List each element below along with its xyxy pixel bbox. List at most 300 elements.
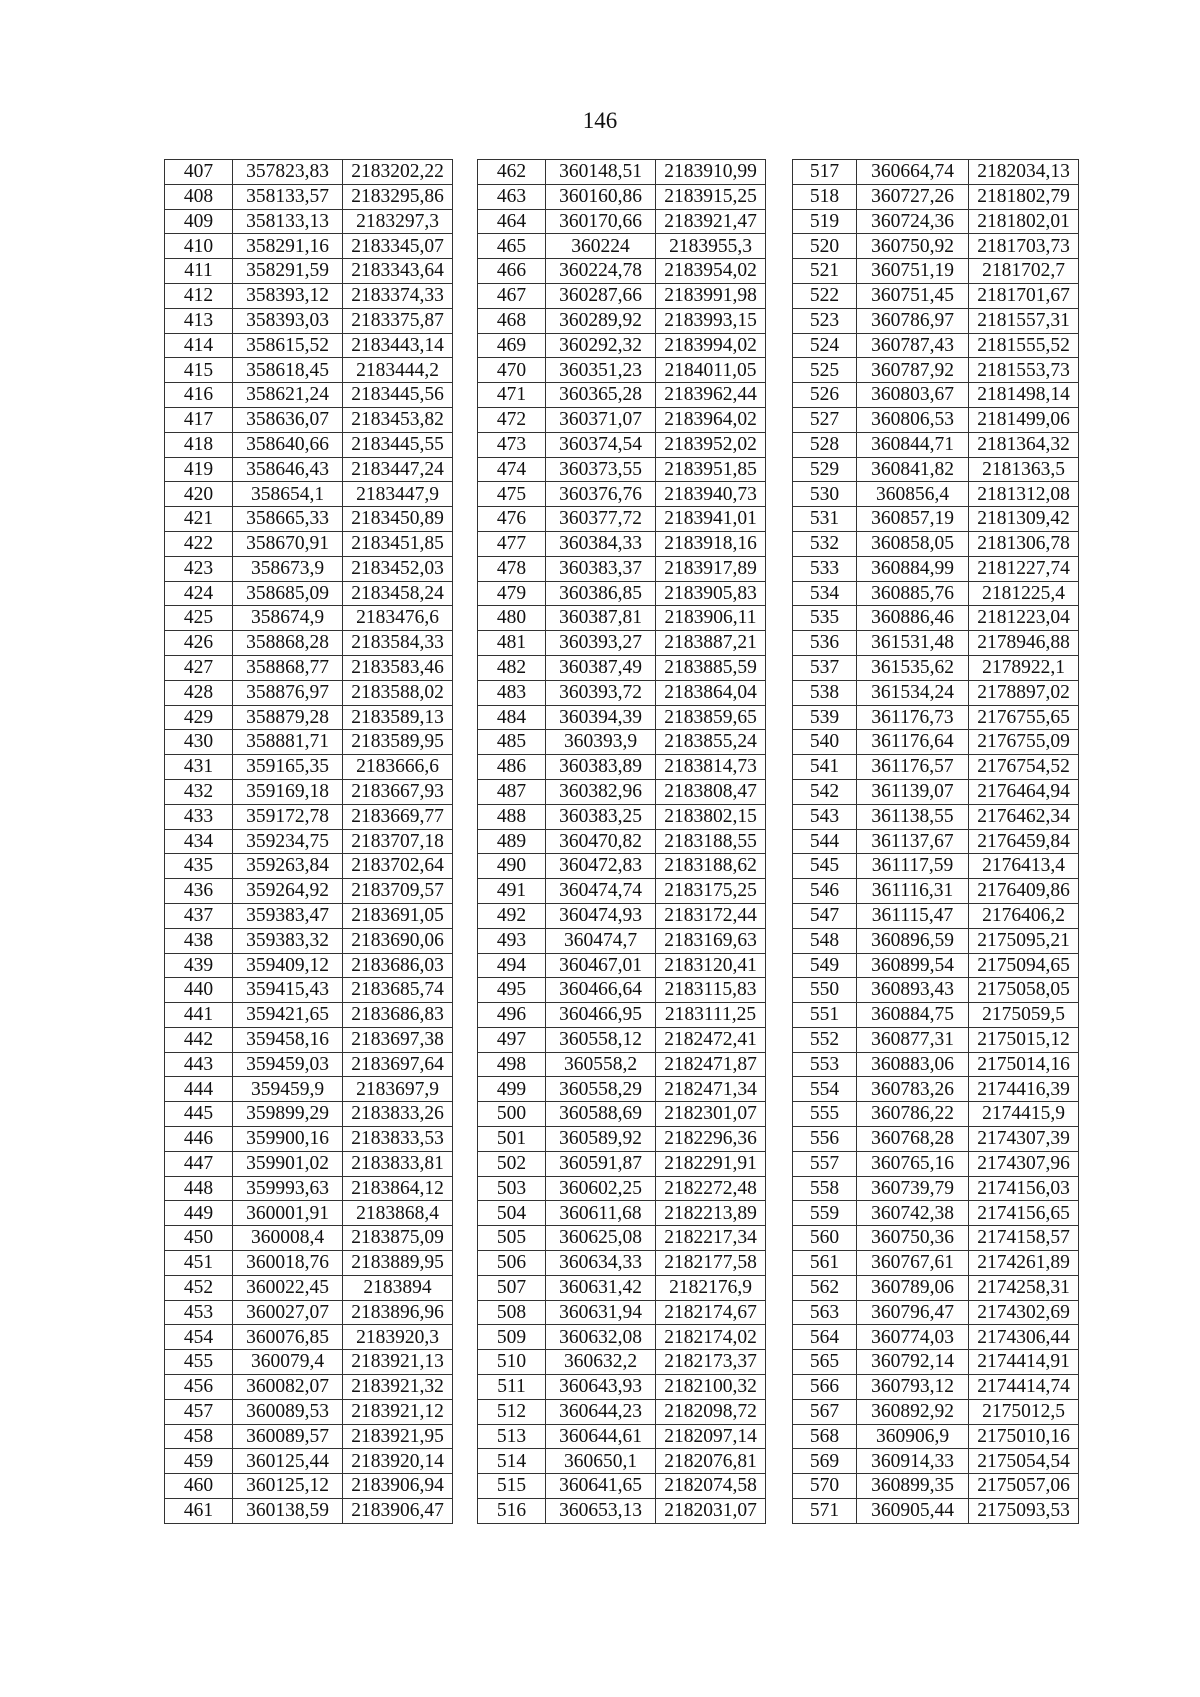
table-row: [478, 953, 766, 978]
coordinate-x: 360082,07: [233, 1375, 343, 1400]
coordinate-x: 360632,08: [546, 1325, 656, 1350]
point-number: 547: [793, 903, 857, 928]
coordinate-x: 360089,53: [233, 1399, 343, 1424]
table-row: [793, 655, 1079, 680]
coordinate-y: 2181309,42: [969, 507, 1079, 532]
coordinate-x: 360472,83: [546, 854, 656, 879]
coordinate-y: 2183584,33: [343, 631, 453, 656]
coordinate-x: 361535,62: [857, 655, 969, 680]
point-number: 423: [165, 556, 233, 581]
coordinate-x: 360644,61: [546, 1424, 656, 1449]
table-row: [793, 1226, 1079, 1251]
table-row: [165, 556, 453, 581]
table-row: [165, 531, 453, 556]
coordinate-y: 2175015,12: [969, 1027, 1079, 1052]
coordinate-x: 361531,48: [857, 631, 969, 656]
point-number: 556: [793, 1127, 857, 1152]
table-row: [478, 1226, 766, 1251]
coordinate-y: 2183991,98: [656, 283, 766, 308]
point-number: 502: [478, 1151, 546, 1176]
coordinate-y: 2175054,54: [969, 1449, 1079, 1474]
coordinate-y: 2183955,3: [656, 234, 766, 259]
coordinate-y: 2183802,15: [656, 804, 766, 829]
coordinate-x: 361176,57: [857, 755, 969, 780]
table-row: [793, 184, 1079, 209]
coordinate-y: 2183910,99: [656, 160, 766, 185]
coordinate-y: 2176462,34: [969, 804, 1079, 829]
point-number: 500: [478, 1102, 546, 1127]
coordinate-y: 2183175,25: [656, 879, 766, 904]
coordinate-y: 2182301,07: [656, 1102, 766, 1127]
table-row: [793, 1350, 1079, 1375]
table-row: [793, 407, 1079, 432]
point-number: 411: [165, 259, 233, 284]
coordinate-y: 2183905,83: [656, 581, 766, 606]
coordinate-x: 360892,92: [857, 1399, 969, 1424]
point-number: 414: [165, 333, 233, 358]
coordinate-y: 2183188,55: [656, 829, 766, 854]
coordinate-y: 2183855,24: [656, 730, 766, 755]
coordinate-x: 358133,57: [233, 184, 343, 209]
coordinate-y: 2174302,69: [969, 1300, 1079, 1325]
coordinate-y: 2181701,67: [969, 283, 1079, 308]
coordinate-x: 360885,76: [857, 581, 969, 606]
coordinate-x: 358133,13: [233, 209, 343, 234]
table-row: [165, 879, 453, 904]
table-row: [478, 333, 766, 358]
coordinate-x: 360382,96: [546, 779, 656, 804]
table-row: [793, 1325, 1079, 1350]
table-row: [165, 482, 453, 507]
table-row: [165, 779, 453, 804]
point-number: 557: [793, 1151, 857, 1176]
coordinate-x: 360787,92: [857, 358, 969, 383]
table-row: [165, 1226, 453, 1251]
point-number: 488: [478, 804, 546, 829]
point-number: 444: [165, 1077, 233, 1102]
coordinate-x: 360858,05: [857, 531, 969, 556]
table-row: [478, 1375, 766, 1400]
coordinate-y: 2174156,03: [969, 1176, 1079, 1201]
coordinate-y: 2183111,25: [656, 1003, 766, 1028]
point-number: 452: [165, 1275, 233, 1300]
coordinate-y: 2183964,02: [656, 407, 766, 432]
coordinate-x: 358636,07: [233, 407, 343, 432]
coordinate-x: 360022,45: [233, 1275, 343, 1300]
table-row: [478, 978, 766, 1003]
table-row: [165, 1201, 453, 1226]
table-row: [793, 1474, 1079, 1499]
table-row: [793, 1251, 1079, 1276]
coordinate-x: 360767,61: [857, 1251, 969, 1276]
coordinate-y: 2175012,5: [969, 1399, 1079, 1424]
coordinate-x: 360224: [546, 234, 656, 259]
coordinate-x: 358618,45: [233, 358, 343, 383]
point-number: 527: [793, 407, 857, 432]
table-row: [793, 531, 1079, 556]
point-number: 469: [478, 333, 546, 358]
coordinate-x: 360786,97: [857, 308, 969, 333]
coordinate-y: 2183343,64: [343, 259, 453, 284]
table-row: [793, 1399, 1079, 1424]
coordinate-x: 360914,33: [857, 1449, 969, 1474]
table-row: [793, 705, 1079, 730]
coordinate-x: 360643,93: [546, 1375, 656, 1400]
point-number: 548: [793, 928, 857, 953]
coordinate-x: 358881,71: [233, 730, 343, 755]
table-row: [793, 829, 1079, 854]
table-row: [793, 308, 1079, 333]
table-row: [793, 1300, 1079, 1325]
coordinate-y: 2183450,89: [343, 507, 453, 532]
coordinate-y: 2181364,32: [969, 432, 1079, 457]
point-number: 420: [165, 482, 233, 507]
table-row: [478, 655, 766, 680]
table-row: [165, 259, 453, 284]
table-row: [793, 928, 1079, 953]
point-number: 570: [793, 1474, 857, 1499]
coordinate-x: 360783,26: [857, 1077, 969, 1102]
table-row: [165, 606, 453, 631]
coordinate-x: 359264,92: [233, 879, 343, 904]
coordinate-x: 360591,87: [546, 1151, 656, 1176]
coordinate-y: 2183915,25: [656, 184, 766, 209]
coordinate-x: 359459,9: [233, 1077, 343, 1102]
coordinate-y: 2183887,21: [656, 631, 766, 656]
point-number: 509: [478, 1325, 546, 1350]
table-row: [165, 184, 453, 209]
point-number: 520: [793, 234, 857, 259]
point-number: 473: [478, 432, 546, 457]
point-number: 506: [478, 1251, 546, 1276]
table-row: [165, 655, 453, 680]
coordinate-x: 359234,75: [233, 829, 343, 854]
coordinate-y: 2183896,96: [343, 1300, 453, 1325]
coordinate-x: 360774,03: [857, 1325, 969, 1350]
point-number: 421: [165, 507, 233, 532]
coordinate-x: 359383,47: [233, 903, 343, 928]
table-row: [478, 1350, 766, 1375]
coordinate-y: 2183667,93: [343, 779, 453, 804]
point-number: 470: [478, 358, 546, 383]
point-number: 533: [793, 556, 857, 581]
coordinate-x: 360383,89: [546, 755, 656, 780]
coordinate-y: 2183345,07: [343, 234, 453, 259]
point-number: 551: [793, 1003, 857, 1028]
point-number: 522: [793, 283, 857, 308]
table-row: [793, 1499, 1079, 1524]
coordinate-y: 2183864,04: [656, 680, 766, 705]
table-row: [478, 1077, 766, 1102]
point-number: 474: [478, 457, 546, 482]
table-row: [478, 1127, 766, 1152]
coordinate-y: 2174416,39: [969, 1077, 1079, 1102]
coordinate-x: 360393,9: [546, 730, 656, 755]
coordinate-x: 359900,16: [233, 1127, 343, 1152]
coordinate-x: 360884,75: [857, 1003, 969, 1028]
coordinate-y: 2183993,15: [656, 308, 766, 333]
point-number: 555: [793, 1102, 857, 1127]
point-number: 417: [165, 407, 233, 432]
coordinate-x: 358685,09: [233, 581, 343, 606]
table-row: [478, 730, 766, 755]
table-row: [165, 928, 453, 953]
coordinate-x: 360899,54: [857, 953, 969, 978]
coordinate-x: 360466,95: [546, 1003, 656, 1028]
point-number: 430: [165, 730, 233, 755]
coordinate-x: 361534,24: [857, 680, 969, 705]
coordinate-y: 2175058,05: [969, 978, 1079, 1003]
coordinate-y: 2182213,89: [656, 1201, 766, 1226]
coordinate-x: 360125,12: [233, 1474, 343, 1499]
coordinate-x: 360001,91: [233, 1201, 343, 1226]
coordinate-x: 360789,06: [857, 1275, 969, 1300]
table-row: [478, 1052, 766, 1077]
coordinate-y: 2174261,89: [969, 1251, 1079, 1276]
coordinate-x: 361176,64: [857, 730, 969, 755]
coordinate-x: 360625,08: [546, 1226, 656, 1251]
coordinate-y: 2174158,57: [969, 1226, 1079, 1251]
coordinate-y: 2174415,9: [969, 1102, 1079, 1127]
point-number: 552: [793, 1027, 857, 1052]
coordinate-y: 2183921,47: [656, 209, 766, 234]
coordinate-y: 2182217,34: [656, 1226, 766, 1251]
coordinate-y: 2182176,9: [656, 1275, 766, 1300]
coordinate-x: 360750,92: [857, 234, 969, 259]
coordinate-y: 2183451,85: [343, 531, 453, 556]
coordinate-y: 2183954,02: [656, 259, 766, 284]
coordinate-x: 361176,73: [857, 705, 969, 730]
point-number: 455: [165, 1350, 233, 1375]
table-row: [478, 680, 766, 705]
coordinate-y: 2183453,82: [343, 407, 453, 432]
table-row: [165, 1499, 453, 1524]
table-row: [478, 1201, 766, 1226]
point-number: 487: [478, 779, 546, 804]
table-row: [793, 953, 1079, 978]
table-row: [165, 755, 453, 780]
coordinate-y: 2182097,14: [656, 1424, 766, 1449]
coordinate-y: 2183859,65: [656, 705, 766, 730]
table-row: [165, 1176, 453, 1201]
point-number: 494: [478, 953, 546, 978]
coordinate-y: 2183452,03: [343, 556, 453, 581]
table-row: [478, 457, 766, 482]
table-row: [793, 1077, 1079, 1102]
table-row: [793, 854, 1079, 879]
point-number: 530: [793, 482, 857, 507]
coordinate-x: 358879,28: [233, 705, 343, 730]
point-number: 558: [793, 1176, 857, 1201]
coordinate-y: 2183894: [343, 1275, 453, 1300]
point-number: 433: [165, 804, 233, 829]
coordinate-y: 2183169,63: [656, 928, 766, 953]
coordinate-y: 2183589,13: [343, 705, 453, 730]
point-number: 543: [793, 804, 857, 829]
point-number: 560: [793, 1226, 857, 1251]
coordinate-y: 2183375,87: [343, 308, 453, 333]
coordinate-y: 2183589,95: [343, 730, 453, 755]
point-number: 492: [478, 903, 546, 928]
point-number: 450: [165, 1226, 233, 1251]
coordinate-x: 360896,59: [857, 928, 969, 953]
point-number: 439: [165, 953, 233, 978]
coordinate-x: 359263,84: [233, 854, 343, 879]
coordinate-y: 2182098,72: [656, 1399, 766, 1424]
coordinate-y: 2183697,9: [343, 1077, 453, 1102]
coordinate-x: 360079,4: [233, 1350, 343, 1375]
coordinate-y: 2183906,47: [343, 1499, 453, 1524]
coordinate-x: 358670,91: [233, 531, 343, 556]
point-number: 447: [165, 1151, 233, 1176]
coordinate-x: 360886,46: [857, 606, 969, 631]
point-number: 431: [165, 755, 233, 780]
table-row: [793, 581, 1079, 606]
table-row: [165, 432, 453, 457]
coordinate-y: 2181363,5: [969, 457, 1079, 482]
coordinate-x: 360641,65: [546, 1474, 656, 1499]
point-number: 513: [478, 1424, 546, 1449]
coordinate-x: 360877,31: [857, 1027, 969, 1052]
point-number: 493: [478, 928, 546, 953]
table-row: [165, 234, 453, 259]
coordinate-y: 2183918,16: [656, 531, 766, 556]
point-number: 448: [165, 1176, 233, 1201]
coordinate-y: 2174307,96: [969, 1151, 1079, 1176]
coordinate-y: 2175094,65: [969, 953, 1079, 978]
coordinate-x: 360138,59: [233, 1499, 343, 1524]
point-number: 507: [478, 1275, 546, 1300]
coordinate-x: 360558,2: [546, 1052, 656, 1077]
point-number: 442: [165, 1027, 233, 1052]
point-number: 505: [478, 1226, 546, 1251]
coordinate-y: 2183906,94: [343, 1474, 453, 1499]
point-number: 532: [793, 531, 857, 556]
point-number: 536: [793, 631, 857, 656]
point-number: 525: [793, 358, 857, 383]
coordinate-x: 358291,59: [233, 259, 343, 284]
point-number: 523: [793, 308, 857, 333]
coordinate-x: 360224,78: [546, 259, 656, 284]
point-number: 434: [165, 829, 233, 854]
coordinate-y: 2181703,73: [969, 234, 1079, 259]
coordinate-x: 360374,54: [546, 432, 656, 457]
coordinate-y: 2182296,36: [656, 1127, 766, 1152]
coordinate-y: 2181557,31: [969, 308, 1079, 333]
point-number: 499: [478, 1077, 546, 1102]
coordinate-x: 360650,1: [546, 1449, 656, 1474]
coordinate-y: 2183875,09: [343, 1226, 453, 1251]
coordinate-x: 360806,53: [857, 407, 969, 432]
table-row: [793, 978, 1079, 1003]
point-number: 437: [165, 903, 233, 928]
coordinate-y: 2183833,81: [343, 1151, 453, 1176]
coordinate-y: 2176754,52: [969, 755, 1079, 780]
point-number: 465: [478, 234, 546, 259]
point-number: 441: [165, 1003, 233, 1028]
point-number: 495: [478, 978, 546, 1003]
table-row: [165, 1350, 453, 1375]
coordinate-y: 2182177,58: [656, 1251, 766, 1276]
coordinate-x: 360384,33: [546, 531, 656, 556]
coordinate-x: 360644,23: [546, 1399, 656, 1424]
coordinate-x: 360474,93: [546, 903, 656, 928]
coordinate-y: 2183115,83: [656, 978, 766, 1003]
table-row: [793, 903, 1079, 928]
table-row: [165, 1251, 453, 1276]
table-row: [793, 1201, 1079, 1226]
point-number: 412: [165, 283, 233, 308]
point-number: 519: [793, 209, 857, 234]
coordinate-y: 2181802,79: [969, 184, 1079, 209]
table-row: [478, 482, 766, 507]
point-number: 478: [478, 556, 546, 581]
coordinate-x: 359421,65: [233, 1003, 343, 1028]
point-number: 517: [793, 160, 857, 185]
point-number: 479: [478, 581, 546, 606]
point-number: 539: [793, 705, 857, 730]
table-row: [165, 333, 453, 358]
point-number: 501: [478, 1127, 546, 1152]
table-row: [165, 1275, 453, 1300]
table-row: [165, 1077, 453, 1102]
coordinate-y: 2183917,89: [656, 556, 766, 581]
table-row: [478, 1176, 766, 1201]
table-row: [165, 1052, 453, 1077]
table-row: [793, 383, 1079, 408]
coordinate-y: 2182076,81: [656, 1449, 766, 1474]
table-row: [478, 556, 766, 581]
point-number: 424: [165, 581, 233, 606]
point-number: 496: [478, 1003, 546, 1028]
table-row: [478, 1474, 766, 1499]
coordinate-x: 358674,9: [233, 606, 343, 631]
coordinate-y: 2176755,09: [969, 730, 1079, 755]
coordinate-y: 2176459,84: [969, 829, 1079, 854]
coordinate-x: 360383,25: [546, 804, 656, 829]
table-row: [793, 234, 1079, 259]
coordinate-y: 2182174,67: [656, 1300, 766, 1325]
coordinates-table-2: [477, 159, 766, 1524]
coordinate-y: 2183808,47: [656, 779, 766, 804]
table-row: [478, 308, 766, 333]
point-number: 497: [478, 1027, 546, 1052]
coordinate-x: 361137,67: [857, 829, 969, 854]
table-row: [478, 581, 766, 606]
point-number: 486: [478, 755, 546, 780]
point-number: 561: [793, 1251, 857, 1276]
point-number: 559: [793, 1201, 857, 1226]
coordinate-x: 359459,03: [233, 1052, 343, 1077]
coordinate-y: 2183295,86: [343, 184, 453, 209]
table-row: [793, 1003, 1079, 1028]
coordinate-y: 2183172,44: [656, 903, 766, 928]
coordinate-y: 2181555,52: [969, 333, 1079, 358]
point-number: 483: [478, 680, 546, 705]
point-number: 426: [165, 631, 233, 656]
coordinate-y: 2183709,57: [343, 879, 453, 904]
coordinate-y: 2183952,02: [656, 432, 766, 457]
coordinate-y: 2183202,22: [343, 160, 453, 185]
point-number: 542: [793, 779, 857, 804]
coordinate-x: 361117,59: [857, 854, 969, 879]
coordinate-y: 2183686,03: [343, 953, 453, 978]
point-number: 537: [793, 655, 857, 680]
table-row: [478, 631, 766, 656]
point-number: 464: [478, 209, 546, 234]
coordinate-x: 360765,16: [857, 1151, 969, 1176]
coordinate-y: 2182174,02: [656, 1325, 766, 1350]
